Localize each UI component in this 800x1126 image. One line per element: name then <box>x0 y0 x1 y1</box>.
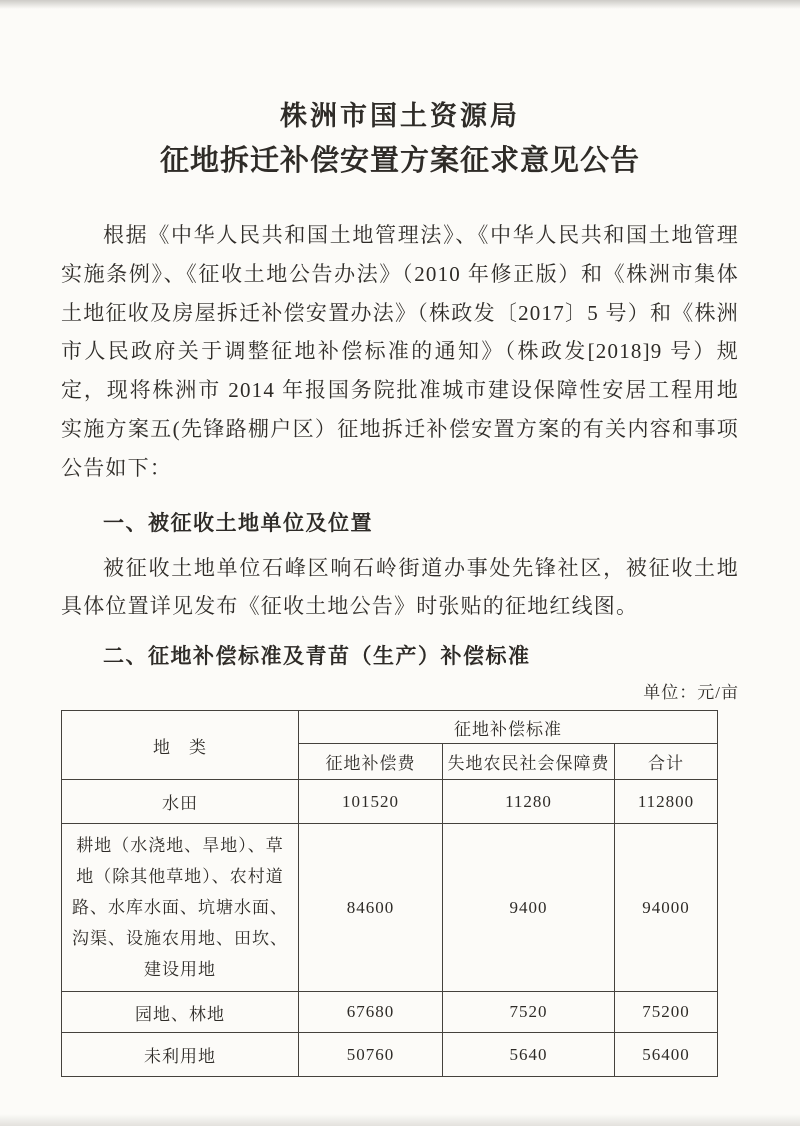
table-row <box>62 992 718 1033</box>
unit-note: 单位：元/亩 <box>643 683 739 703</box>
cell-total: 112800 <box>615 780 718 824</box>
table-subheader-total: 合计 <box>615 744 718 780</box>
cell-social-security: 9400 <box>443 824 615 992</box>
cell-total: 94000 <box>615 824 718 992</box>
cell-land-type: 水田 <box>62 780 299 824</box>
section1-paragraph: 被征收土地单位石峰区响石岭街道办事处先锋社区，被征收土地具体位置详见发布《征收土地公告》时张贴的征地红线图。 <box>61 555 739 619</box>
cell-land-type: 园地、林地 <box>62 992 299 1033</box>
section1-heading: 一、被征收土地单位及位置 <box>103 511 373 535</box>
compensation-table <box>61 710 718 1077</box>
cell-compensation-fee: 67680 <box>299 992 443 1033</box>
table-row <box>62 824 718 992</box>
cell-compensation-fee: 101520 <box>299 780 443 824</box>
table-row <box>62 780 718 824</box>
cell-total: 56400 <box>615 1033 718 1077</box>
intro-paragraph: 根据《中华人民共和国土地管理法》、《中华人民共和国土地管理实施条例》、《征收土地公告办法》（2010 年修正版）和《株洲市集体土地征收及房屋拆迁补偿安置办法》（株政发〔2017〕5 号）和《株洲市人民政府关于调整征地补偿标准的通知》（株政发[2018]9 号）规定，现将株洲市 2014 年报国务院批准城市建设保障性安居工程用地实施方案五(先锋路棚户区）征地拆迁补偿安置方案的有关内容和事项公告如下： <box>61 223 739 480</box>
table-header-land-type: 地 类 <box>62 711 299 780</box>
document-title-line1: 株洲市国土资源局 <box>280 101 520 131</box>
document-title-line2: 征地拆迁补偿安置方案征求意见公告 <box>159 145 640 177</box>
cell-social-security: 7520 <box>443 992 615 1033</box>
scan-artifact-bottom <box>0 1114 800 1126</box>
table-subheader-compensation-fee: 征地补偿费 <box>299 744 443 780</box>
table-header-row-1 <box>62 711 718 744</box>
table-subheader-social-security: 失地农民社会保障费 <box>443 744 615 780</box>
cell-compensation-fee: 84600 <box>299 824 443 992</box>
document-content <box>61 0 739 1077</box>
table-row <box>62 1033 718 1077</box>
table-group-header: 征地补偿标准 <box>299 711 718 744</box>
cell-social-security: 11280 <box>443 780 615 824</box>
cell-compensation-fee: 50760 <box>299 1033 443 1077</box>
cell-land-type: 耕地（水浇地、旱地）、草地（除其他草地）、农村道路、水库水面、坑塘水面、沟渠、设施农用地、田坎、建设用地 <box>62 824 299 992</box>
section2-heading: 二、征地补偿标准及青苗（生产）补偿标准 <box>103 645 531 669</box>
cell-social-security: 5640 <box>443 1033 615 1077</box>
cell-land-type: 未利用地 <box>62 1033 299 1077</box>
cell-total: 75200 <box>615 992 718 1033</box>
